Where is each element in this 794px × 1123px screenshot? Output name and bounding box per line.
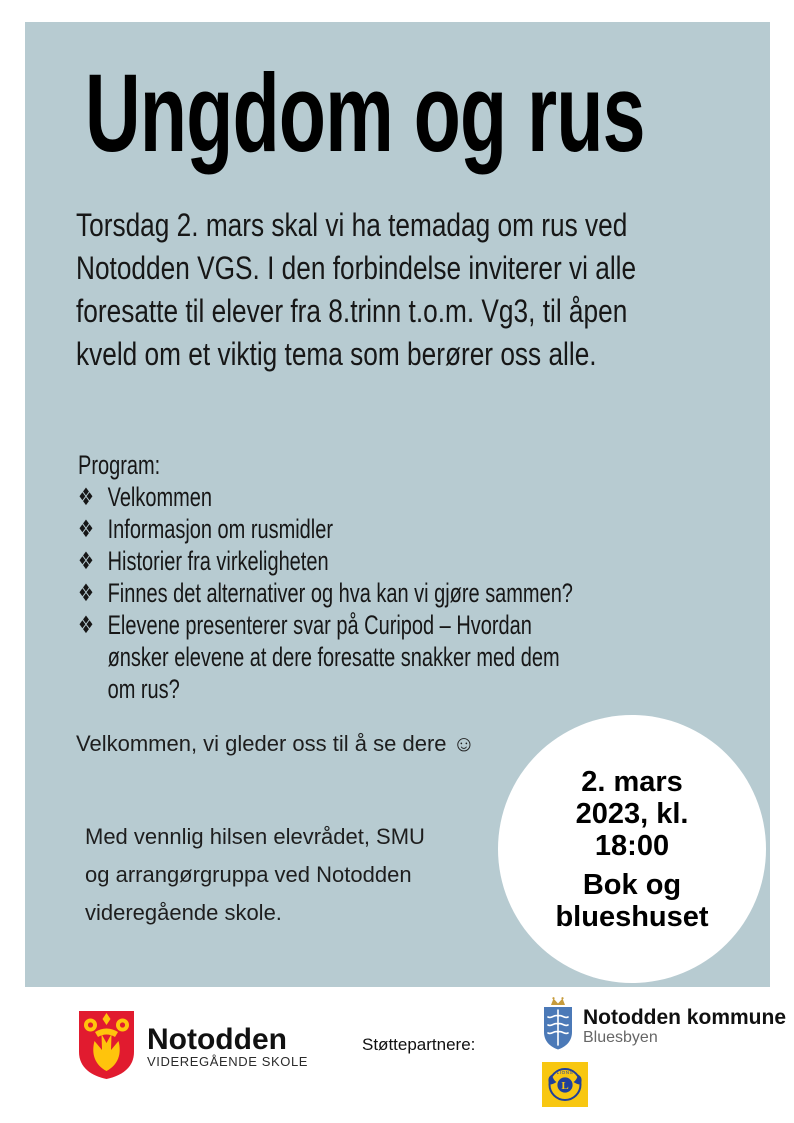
program-item-text: Finnes det alternativer og hva kan vi gjøre sammen? xyxy=(107,578,573,608)
program-item xyxy=(78,609,581,705)
signature-line: Med vennlig hilsen elevrådet, SMU xyxy=(85,824,425,849)
school-shield-icon xyxy=(78,1010,135,1080)
badge-venue xyxy=(555,869,708,933)
school-subtitle: VIDEREGÅENDE SKOLE xyxy=(147,1054,309,1069)
diamond-bullet-icon: ❖ xyxy=(78,515,94,543)
signature-line: videregående skole. xyxy=(85,900,282,925)
signature-block xyxy=(85,818,425,932)
kommune-name: Notodden kommune xyxy=(583,1006,786,1029)
program-item xyxy=(78,577,581,609)
intro-line: Notodden VGS. I den forbindelse inviterer vi alle xyxy=(76,250,637,286)
badge-date-line: 18:00 xyxy=(594,829,670,862)
school-name: Notodden xyxy=(147,1023,287,1056)
badge-date-line: 2. mars xyxy=(581,765,683,798)
program-item xyxy=(78,481,581,513)
lions-text-top: LIONS xyxy=(556,1070,574,1075)
kommune-subtitle: Bluesbyen xyxy=(583,1029,658,1046)
program-item xyxy=(78,513,581,545)
badge-venue-line: blueshuset xyxy=(555,900,709,933)
badge-date xyxy=(576,766,689,862)
kommune-shield-icon xyxy=(540,996,576,1052)
diamond-bullet-icon: ❖ xyxy=(78,483,94,511)
partners-label: Støttepartnere: xyxy=(362,1035,476,1054)
intro-line: Torsdag 2. mars skal vi ha temadag om rus ved xyxy=(76,207,628,243)
diamond-bullet-icon: ❖ xyxy=(78,611,94,639)
program-item-text: Elevene presenterer svar på Curipod – Hvordan ønsker elevene at dere foresatte snakker med dem om rus? xyxy=(107,610,560,704)
program-list xyxy=(78,481,581,705)
program-item-text: Historier fra virkeligheten xyxy=(107,546,329,576)
lions-emblem-icon xyxy=(542,1062,588,1107)
program-item-text: Velkommen xyxy=(107,482,212,512)
intro-line: kveld om et viktig tema som berører oss alle. xyxy=(76,336,597,372)
program-item-text: Informasjon om rusmidler xyxy=(107,514,333,544)
signature-line: og arrangørgruppa ved Notodden xyxy=(85,862,412,887)
program-heading: Program: xyxy=(78,450,161,480)
program-section xyxy=(78,449,581,705)
diamond-bullet-icon: ❖ xyxy=(78,547,94,575)
date-badge xyxy=(498,715,766,983)
badge-venue-line: Bok og xyxy=(582,868,682,901)
badge-date-line: 2023, kl. xyxy=(575,797,689,830)
intro-line: foresatte til elever fra 8.trinn t.o.m. Vg3, til åpen xyxy=(76,293,628,329)
poster-title: Ungdom og rus xyxy=(85,52,645,175)
welcome-line: Velkommen, vi gleder oss til å se dere ☺ xyxy=(76,731,476,756)
diamond-bullet-icon: ❖ xyxy=(78,579,94,607)
intro-paragraph xyxy=(76,204,636,376)
program-item xyxy=(78,545,581,577)
lions-letter: L xyxy=(561,1080,569,1092)
